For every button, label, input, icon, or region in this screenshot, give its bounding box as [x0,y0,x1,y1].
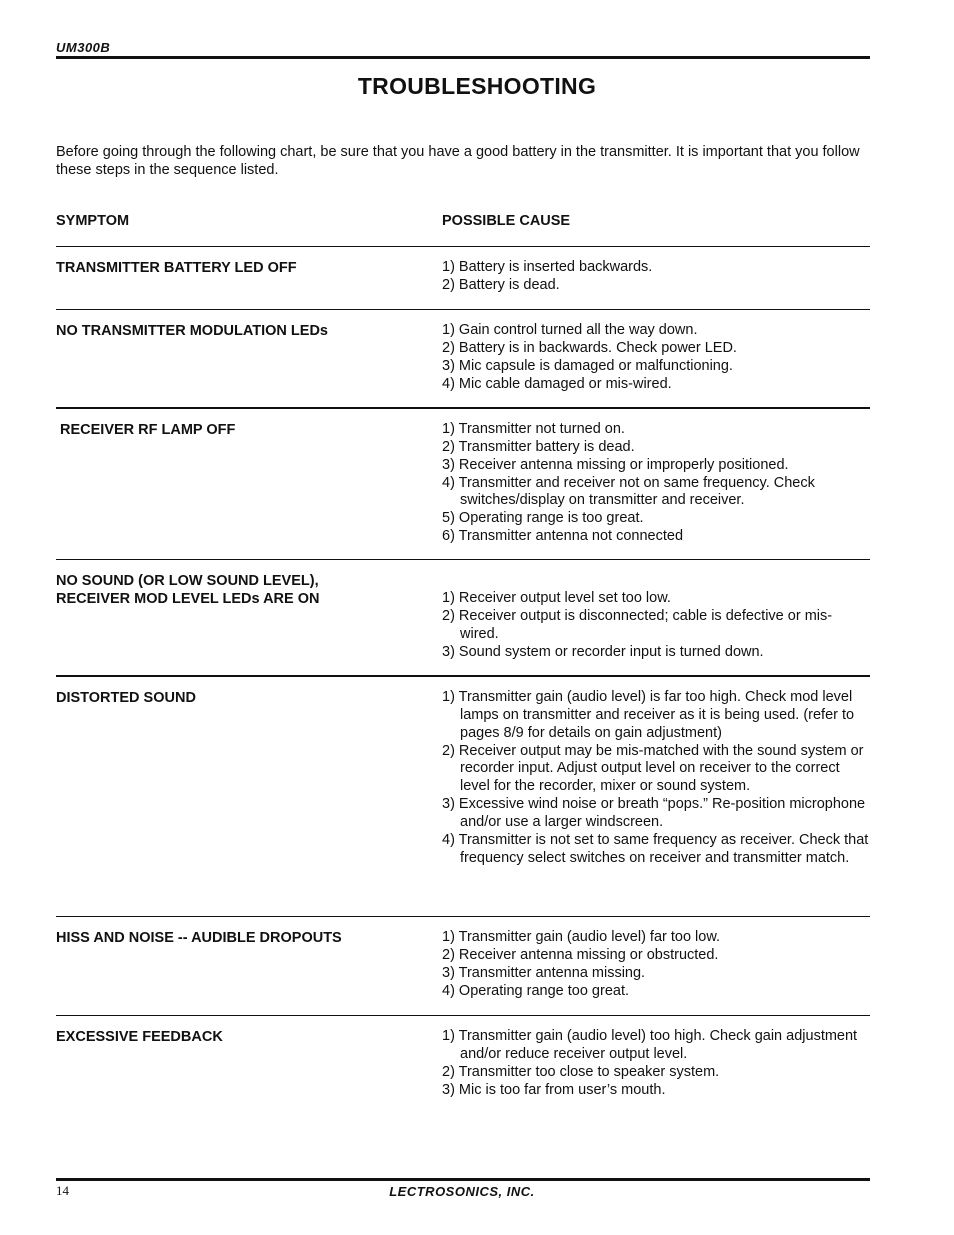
cause-item: 2) Receiver output may be mis-matched with the sound system or recorder input. Adjust output level on receiver to the correct level for the recorder, mixer or sound system. [442,742,864,795]
symptom-label: DISTORTED SOUND [56,690,196,706]
cause-item: 3) Sound system or recorder input is turned down. [442,643,764,660]
cause-item: 4) Operating range too great. [442,982,630,999]
row-divider [56,246,870,247]
row-divider [56,1015,870,1016]
symptom-column-header: SYMPTOM [56,213,130,229]
cause-item: 1) Gain control turned all the way down. [442,322,698,338]
row-divider [56,309,870,310]
cause-item: 6) Transmitter antenna not connected [442,528,684,545]
cause-item: 1) Transmitter gain (audio level) too high. Check gain adjustment and/or reduce receiver output level. [442,1028,858,1062]
cause-item: 2) Receiver antenna missing or obstructed. [442,946,719,963]
symptom-label: TRANSMITTER BATTERY LED OFF [56,260,297,276]
cause-item: 1) Transmitter not turned on. [442,421,625,437]
cause-item: 1) Receiver output level set too low. [442,590,671,606]
cause-list [442,1028,870,1099]
cause-item: 1) Transmitter gain (audio level) is far too high. Check mod level lamps on transmitter and receiver as it is being used. (refer to pages 8/9 for details on gain adjustment) [442,689,855,741]
page-title: TROUBLESHOOTING [357,73,597,99]
symptom-label: EXCESSIVE FEEDBACK [56,1029,223,1045]
row-divider [56,916,870,917]
cause-item: 3) Mic is too far from user’s mouth. [442,1081,666,1098]
cause-item: 3) Excessive wind noise or breath “pops.” Re-position microphone and/or use a larger windscreen. [442,796,866,830]
cause-list [442,421,870,546]
cause-item: 3) Receiver antenna missing or improperly positioned. [442,456,789,473]
row-divider [56,559,870,560]
cause-item: 1) Battery is inserted backwards. [442,259,653,275]
row-divider [56,675,870,677]
cause-list [442,322,870,393]
header-rule [56,56,870,59]
row-divider [56,407,870,409]
cause-item: 2) Receiver output is disconnected; cable is defective or mis-wired. [442,607,833,642]
intro-paragraph: Before going through the following chart, be sure that you have a good battery in the transmitter. It is important that you follow these steps in the sequence listed. [56,144,860,178]
cause-item: 4) Transmitter and receiver not on same frequency. Check switches/display on transmitter and receiver. [442,474,815,509]
cause-item: 3) Transmitter antenna missing. [442,964,646,981]
symptom-label: HISS AND NOISE -- AUDIBLE DROPOUTS [56,930,342,946]
symptom-label: RECEIVER RF LAMP OFF [60,422,236,438]
cause-item: 5) Operating range is too great. [442,510,644,527]
cause-item: 4) Transmitter is not set to same frequency as receiver. Check that frequency select switches on receiver and transmitter match. [442,831,869,866]
header-model-name: UM300B [56,40,111,55]
page-number: 14 [56,1183,69,1198]
cause-item: 2) Transmitter too close to speaker system. [442,1063,720,1080]
cause-list [442,590,870,661]
cause-list [442,689,870,867]
cause-list [442,929,870,1000]
cause-item: 2) Battery is dead. [442,276,560,293]
cause-item: 3) Mic capsule is damaged or malfunctioning. [442,357,733,374]
cause-item: 4) Mic cable damaged or mis-wired. [442,375,672,392]
cause-item: 2) Battery is in backwards. Check power LED. [442,339,737,356]
footer-rule [56,1178,870,1181]
symptom-label: NO SOUND (OR LOW SOUND LEVEL), RECEIVER MOD LEVEL LEDs ARE ON [56,573,320,607]
footer-company: LECTROSONICS, INC. [389,1184,535,1199]
cause-item: 1) Transmitter gain (audio level) far too low. [442,929,721,945]
cause-list [442,259,870,295]
cause-item: 2) Transmitter battery is dead. [442,438,635,455]
symptom-label: NO TRANSMITTER MODULATION LEDs [56,323,328,339]
cause-column-header: POSSIBLE CAUSE [442,213,571,229]
